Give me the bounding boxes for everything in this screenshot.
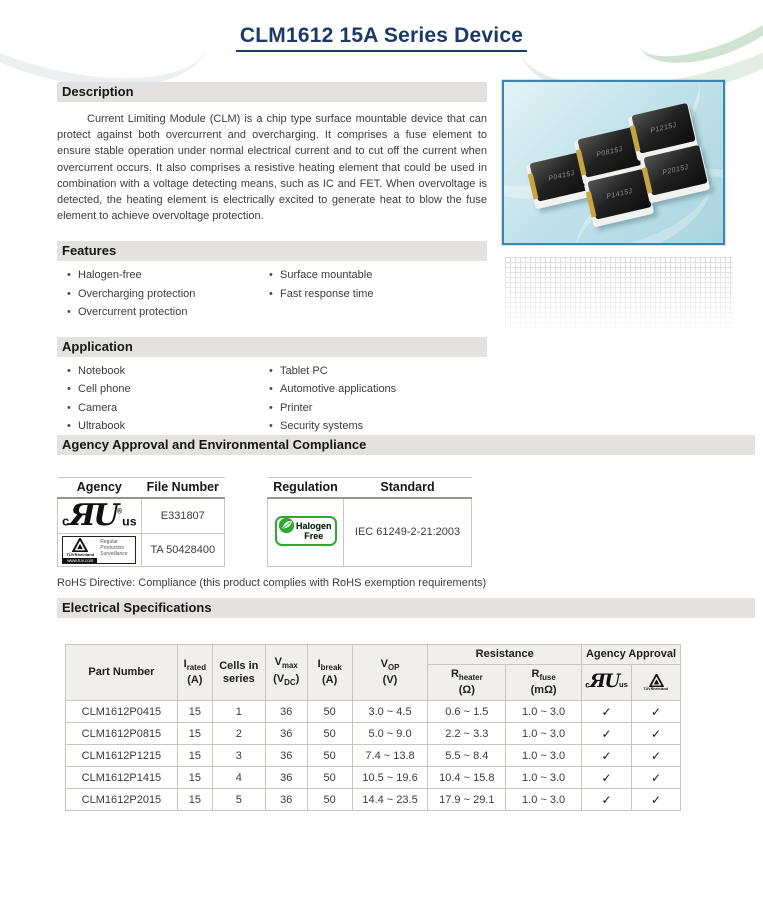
spec-cell-part: CLM1612P1415 — [66, 767, 178, 789]
group-header-resistance: Resistance — [428, 644, 582, 664]
spec-cell-ul: ✓ — [582, 789, 632, 811]
file-number-ul: E331807 — [141, 498, 224, 533]
section-heading-application: Application — [57, 337, 487, 357]
standard-value: IEC 61249-2-21:2003 — [344, 498, 472, 566]
section-heading-electrical: Electrical Specifications — [57, 598, 755, 618]
bullet-item: • Security systems — [269, 421, 396, 432]
bullet-item: • Tablet PC — [269, 366, 396, 377]
agency-table — [57, 477, 225, 567]
spec-cell-cells: 2 — [212, 723, 265, 745]
spec-cell-ibreak: 50 — [307, 723, 352, 745]
title-row — [0, 24, 763, 52]
col-header-vmax: $V_{max}$ $(V_{DC})$ — [265, 644, 307, 700]
spec-cell-irated: 15 — [177, 745, 212, 767]
spec-cell-rheater: 0.6 ~ 1.5 — [428, 701, 506, 723]
tuv-triangle-icon — [72, 538, 88, 552]
col-header-tuv-icon: TÜVRheinland — [632, 664, 681, 700]
spec-cell-ul: ✓ — [582, 723, 632, 745]
spec-cell-ibreak: 50 — [307, 701, 352, 723]
file-number-tuv: TA 50428400 — [141, 533, 224, 566]
spec-cell-vop: 10.5 ~ 19.6 — [352, 767, 428, 789]
section-heading-features: Features — [57, 241, 487, 261]
halogen-free-badge: Halogen Free — [268, 498, 344, 566]
col-header-rheater: $R_{heater}$ (Ω) — [428, 664, 506, 700]
spec-cell-vmax: 36 — [265, 745, 307, 767]
spec-cell-rfuse: 1.0 ~ 3.0 — [506, 723, 582, 745]
spec-cell-cells: 1 — [212, 701, 265, 723]
chip-label: P0815J — [595, 145, 624, 159]
spec-cell-vmax: 36 — [265, 701, 307, 723]
rohs-note: RoHS Directive: Compliance (this product complies with RoHS exemption requirements) — [57, 576, 487, 589]
tuv-triangle-icon — [649, 674, 664, 687]
spec-table-body — [66, 701, 681, 811]
section-heading-agency: Agency Approval and Environmental Compliance — [57, 435, 755, 455]
features-col2 — [257, 270, 374, 326]
agency-table-header-file: File Number — [141, 478, 224, 499]
regulation-table-header-regulation: Regulation — [268, 478, 344, 499]
spec-cell-tuv: ✓ — [632, 789, 681, 811]
spec-cell-vop: 7.4 ~ 13.8 — [352, 745, 428, 767]
col-header-cells: Cells in series — [212, 644, 265, 700]
bullet-item: • Surface mountable — [269, 270, 374, 281]
spec-cell-part: CLM1612P1215 — [66, 745, 178, 767]
col-header-rfuse: $R_{fuse}$ (mΩ) — [506, 664, 582, 700]
spec-cell-irated: 15 — [177, 701, 212, 723]
approval-tables-row — [57, 477, 755, 567]
right-column — [502, 80, 755, 331]
application-col1 — [57, 366, 257, 440]
spec-table-row — [66, 701, 681, 723]
spec-cell-tuv: ✓ — [632, 767, 681, 789]
spec-cell-rheater: 10.4 ~ 15.8 — [428, 767, 506, 789]
spec-cell-tuv: ✓ — [632, 701, 681, 723]
col-header-ul-icon: cЯUus — [582, 664, 632, 700]
spec-cell-rfuse: 1.0 ~ 3.0 — [506, 789, 582, 811]
col-header-vop: $V_{OP}$ (V) — [352, 644, 428, 700]
left-column — [57, 82, 487, 440]
spec-cell-ibreak: 50 — [307, 789, 352, 811]
spec-cell-irated: 15 — [177, 789, 212, 811]
col-header-part-number: Part Number — [66, 644, 178, 700]
bullet-item: • Automotive applications — [269, 384, 396, 395]
bullet-item: • Overcurrent protection — [67, 307, 257, 318]
spec-table-row — [66, 789, 681, 811]
bullet-item: • Camera — [67, 403, 257, 414]
chip-label: P1215J — [649, 121, 678, 135]
spec-table-row — [66, 767, 681, 789]
table-row — [58, 533, 225, 566]
spec-cell-rheater: 2.2 ~ 3.3 — [428, 723, 506, 745]
chip-label: P0415J — [547, 169, 576, 183]
spec-cell-ul: ✓ — [582, 701, 632, 723]
table-row — [58, 498, 225, 533]
spec-cell-cells: 4 — [212, 767, 265, 789]
chip-label: P2015J — [661, 163, 690, 177]
features-col1 — [57, 270, 257, 326]
spec-cell-tuv: ✓ — [632, 723, 681, 745]
leaf-icon — [278, 517, 295, 537]
tuv-side-text: Regular Production Surveillance — [100, 538, 128, 557]
spec-cell-cells: 3 — [212, 745, 265, 767]
col-header-irated: $I_{rated}$ (A) — [177, 644, 212, 700]
spec-cell-rheater: 5.5 ~ 8.4 — [428, 745, 506, 767]
spec-cell-ul: ✓ — [582, 745, 632, 767]
spec-cell-part: CLM1612P0415 — [66, 701, 178, 723]
spec-cell-tuv: ✓ — [632, 745, 681, 767]
spec-cell-part: CLM1612P0815 — [66, 723, 178, 745]
spec-cell-vmax: 36 — [265, 723, 307, 745]
description-paragraph: Current Limiting Module (CLM) is a chip type surface mountable device that can protect against both overcurrent and overcharging. It comprises a fuse element to ensure stable operation under normal electrical current and to cut off the current when overcurrent occurs. It also comprises a resistive heating element that could be used in combination with a voltage detecting means, such as IC and FET. When overvoltage is detected, the heating element is electrically excited to generate heat to blow the fuse element to achieve overvoltage protection. — [57, 113, 487, 223]
spec-cell-vop: 14.4 ~ 23.5 — [352, 789, 428, 811]
spec-cell-vop: 3.0 ~ 4.5 — [352, 701, 428, 723]
product-photo — [502, 80, 725, 245]
regulation-table — [267, 477, 472, 567]
spec-table-row — [66, 723, 681, 745]
features-lists — [57, 270, 487, 326]
agency-table-header-agency: Agency — [58, 478, 142, 499]
spec-cell-rfuse: 1.0 ~ 3.0 — [506, 745, 582, 767]
section-heading-description: Description — [57, 82, 487, 102]
dot-grid-pattern — [505, 257, 733, 331]
group-header-agency-approval: Agency Approval — [582, 644, 681, 664]
regulation-table-header-standard: Standard — [344, 478, 472, 499]
bullet-item: • Overcharging protection — [67, 289, 257, 300]
spec-cell-ibreak: 50 — [307, 767, 352, 789]
application-lists — [57, 366, 487, 440]
spec-cell-irated: 15 — [177, 767, 212, 789]
spec-cell-vmax: 36 — [265, 789, 307, 811]
table-row — [268, 498, 472, 566]
spec-cell-ul: ✓ — [582, 767, 632, 789]
spec-cell-vmax: 36 — [265, 767, 307, 789]
spec-cell-irated: 15 — [177, 723, 212, 745]
lower-sections — [57, 435, 755, 811]
chip-label: P1415J — [605, 187, 634, 201]
spec-cell-rheater: 17.9 ~ 29.1 — [428, 789, 506, 811]
col-header-ibreak: $I_{break}$ (A) — [307, 644, 352, 700]
spec-cell-vop: 5.0 ~ 9.0 — [352, 723, 428, 745]
spec-table-row — [66, 745, 681, 767]
cULus-logo: cЯU®us — [58, 498, 142, 533]
page-title: CLM1612 15A Series Device — [236, 24, 527, 52]
bullet-item: • Ultrabook — [67, 421, 257, 432]
spec-cell-part: CLM1612P2015 — [66, 789, 178, 811]
spec-cell-ibreak: 50 — [307, 745, 352, 767]
tuv-rheinland-logo: TÜVRheinland www.tuv.com Regular Production Surveillance — [58, 533, 142, 566]
bullet-item: • Cell phone — [67, 384, 257, 395]
spec-cell-rfuse: 1.0 ~ 3.0 — [506, 701, 582, 723]
application-col2 — [257, 366, 396, 440]
bullet-item: • Fast response time — [269, 289, 374, 300]
electrical-spec-table — [65, 644, 681, 811]
bullet-item: • Halogen-free — [67, 270, 257, 281]
spec-cell-rfuse: 1.0 ~ 3.0 — [506, 767, 582, 789]
spec-cell-cells: 5 — [212, 789, 265, 811]
bullet-item: • Printer — [269, 403, 396, 414]
bullet-item: • Notebook — [67, 366, 257, 377]
